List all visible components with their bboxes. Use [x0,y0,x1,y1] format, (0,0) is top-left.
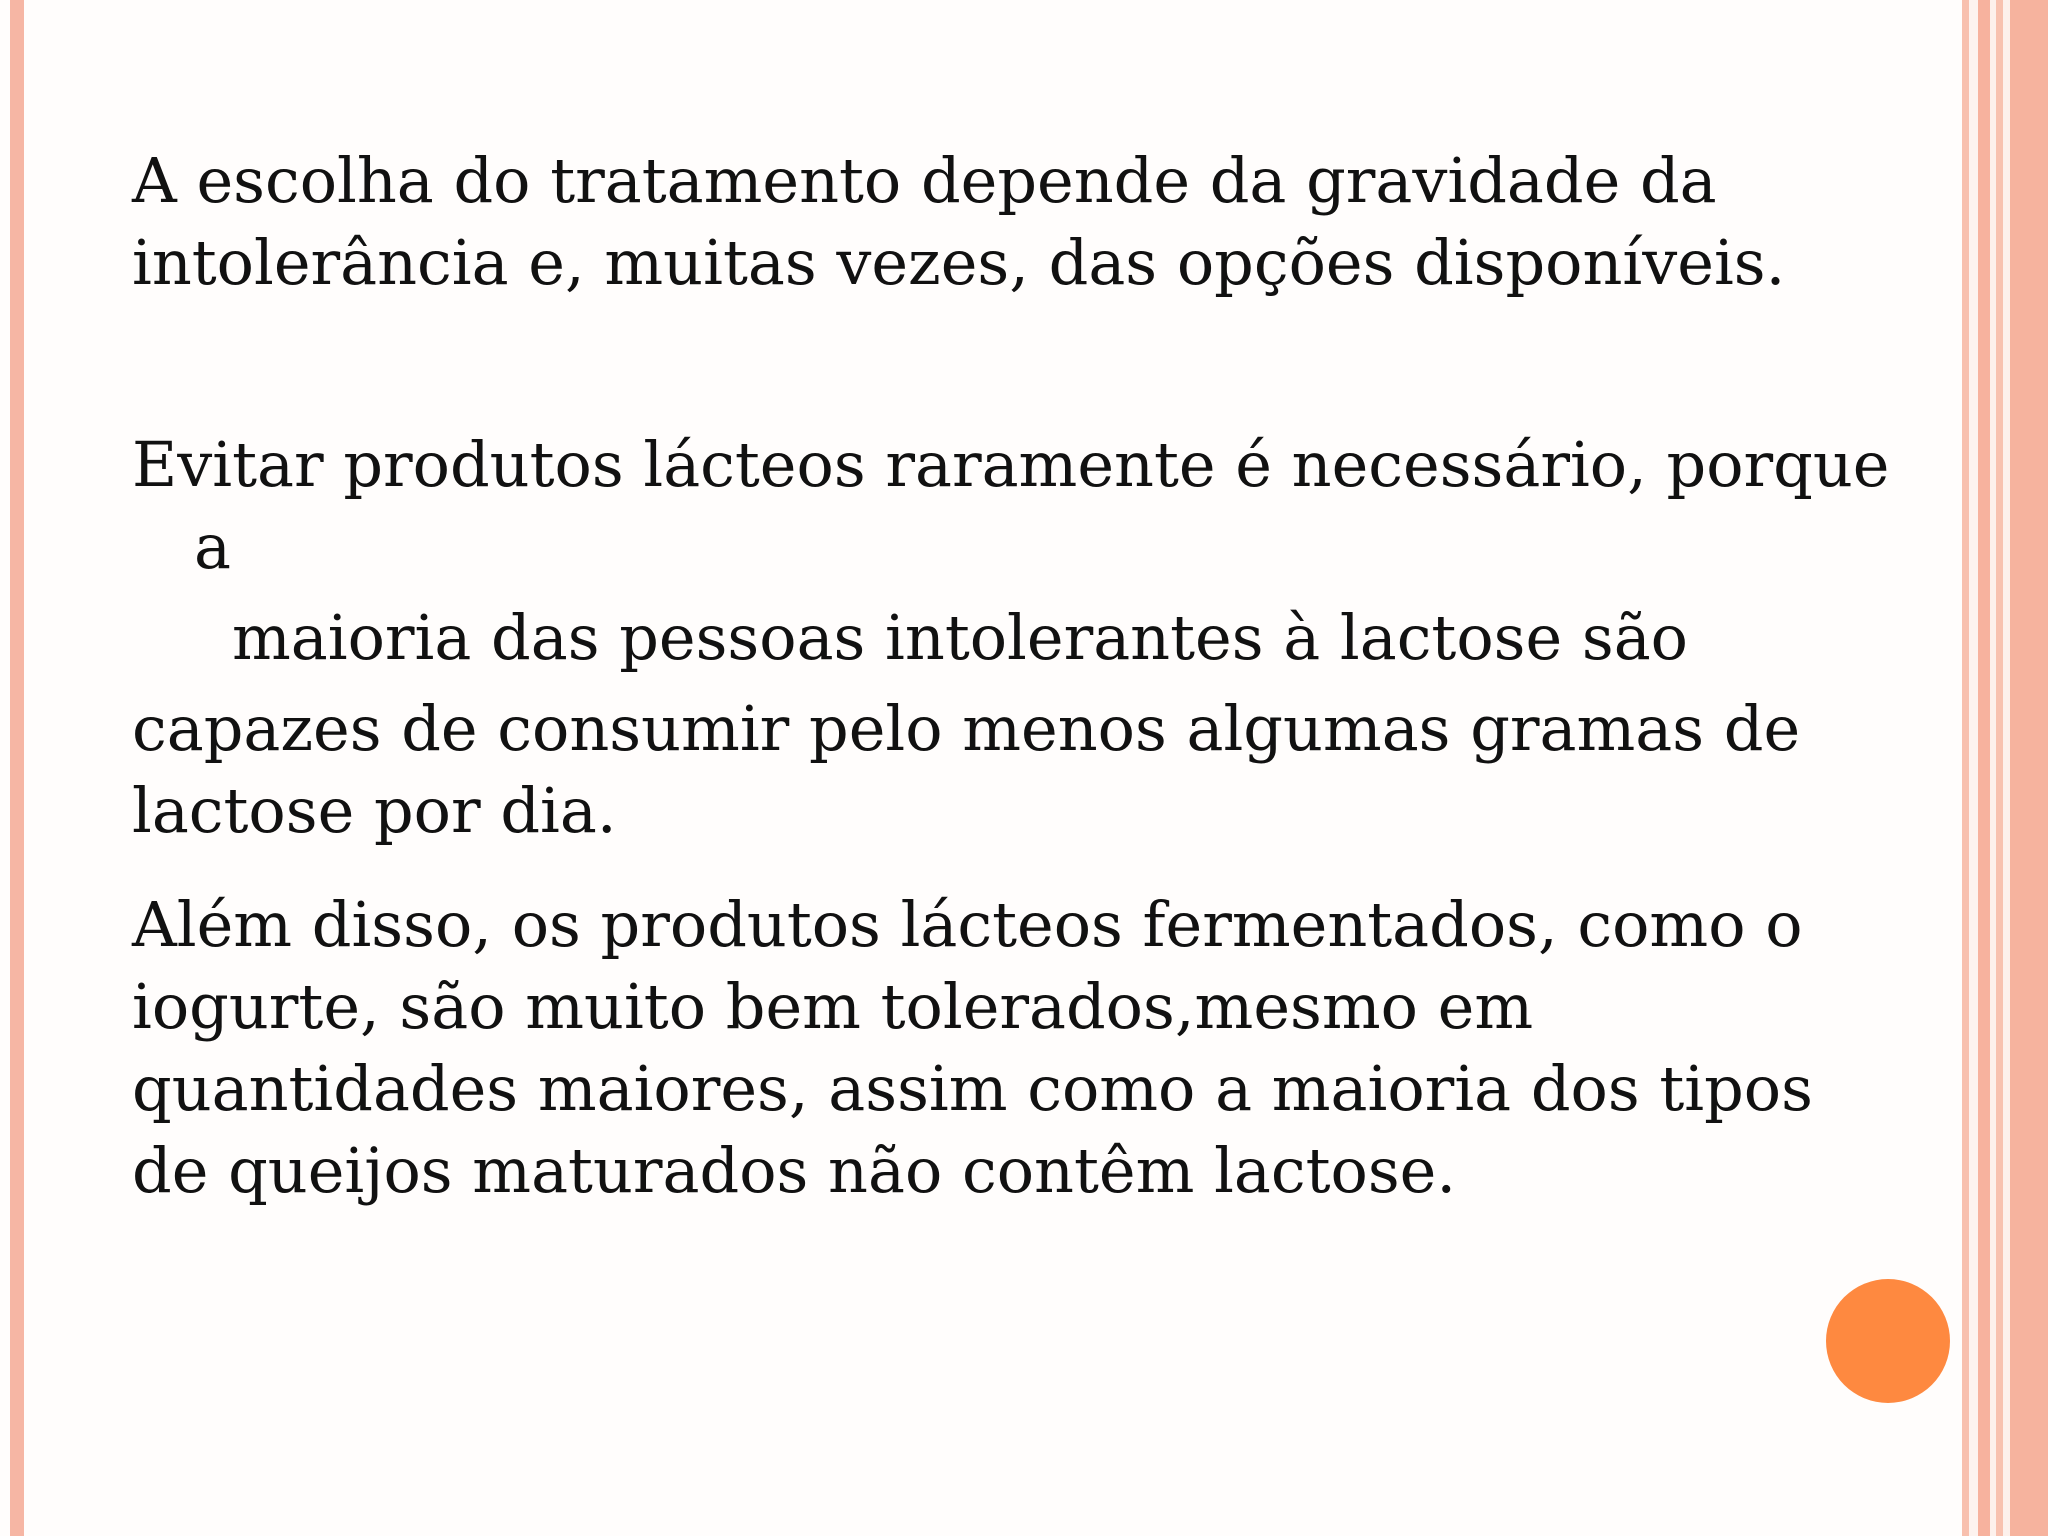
right-decorative-stripe [1962,0,1969,1536]
left-decorative-stripe [10,0,24,1536]
paragraph-line: de queijos maturados não contêm lactose. [132,1134,1457,1207]
right-decorative-stripe [1978,0,1990,1536]
paragraph-line: Evitar produtos lácteos raramente é necessário, porque a [132,428,1890,583]
orange-circle-decoration [1826,1279,1950,1403]
paragraph-line: lactose por dia. [132,774,617,847]
right-decorative-stripe [1996,0,2003,1536]
paragraph-line: A escolha do tratamento depende da gravidade da [132,144,1717,217]
paragraph-fermented-dairy [132,884,1813,1212]
paragraph-avoid-dairy [132,424,1932,852]
paragraph-treatment-choice [132,140,1785,304]
paragraph-line: Além disso, os produtos lácteos fermentados, como o [132,888,1803,961]
right-stripe-gap [1969,0,1978,1536]
paragraph-line: quantidades maiores, assim como a maioria dos tipos [132,1052,1813,1125]
paragraph-line: iogurte, são muito bem tolerados,mesmo em [132,970,1534,1043]
paragraph-line: maioria das pessoas intolerantes à lactose são [232,601,1689,674]
paragraph-line: capazes de consumir pelo menos algumas gramas de [132,692,1801,765]
right-decorative-stripe [2010,0,2048,1536]
paragraph-line: intolerância e, muitas vezes, das opções disponíveis. [132,226,1786,299]
right-stripe-gap [2003,0,2010,1536]
